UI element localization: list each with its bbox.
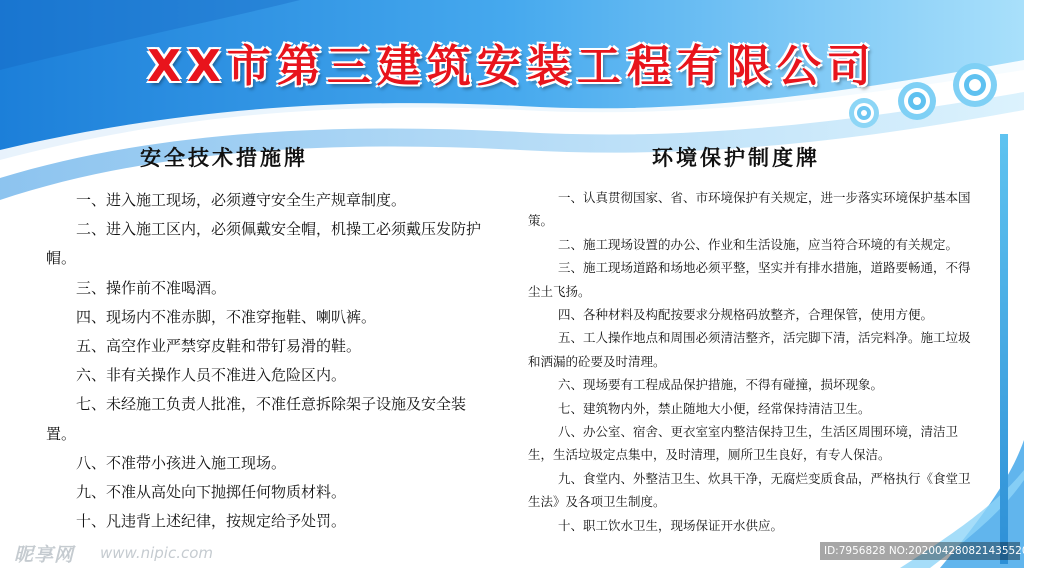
list-item: 十、凡违背上述纪律，按规定给予处罚。 [76, 512, 347, 531]
right-stripe [1000, 134, 1008, 564]
list-item: 七、建筑物内外，禁止随地大小便，经常保持清洁卫生。 [558, 400, 871, 416]
list-item: 九、食堂内、外整洁卫生、炊具干净，无腐烂变质食品，严格执行《食堂卫生法》及各项卫生制度。 [528, 470, 971, 510]
list-item: 一、认真贯彻国家、省、市环境保护有关规定，进一步落实环境保护基本国策。 [528, 190, 971, 229]
list-item: 九、不准从高处向下抛掷任何物质材料。 [76, 483, 347, 502]
list-item: 四、现场内不准赤脚，不准穿拖鞋、喇叭裤。 [76, 307, 377, 326]
list-item: 三、施工现场道路和场地必须平整，坚实并有排水措施，道路要畅通，不得尘土飞扬。 [528, 260, 971, 299]
list-item: 六、现场要有工程成品保护措施，不得有碰撞，损坏现象。 [558, 377, 884, 393]
safety-measures-title: 安全技术措施牌 [140, 146, 308, 170]
list-item: 五、高空作业严禁穿皮鞋和带钉易滑的鞋。 [76, 337, 362, 356]
watermark-id: ID:7956828 NO:20200428082143552000 [820, 542, 1020, 560]
list-item: 三、操作前不准喝酒。 [76, 278, 227, 297]
list-item: 十、职工饮水卫生，现场保证开水供应。 [558, 517, 784, 533]
list-item: 五、工人操作地点和周围必须清洁整齐，活完脚下清，活完料净。施工垃圾和洒漏的砼要及时清理。 [528, 330, 971, 369]
list-item: 一、进入施工现场，必须遵守安全生产规章制度。 [76, 191, 407, 209]
list-item: 四、各种材料及构配按要求分规格码放整齐，合理保管，使用方便。 [558, 307, 934, 323]
list-item: 八、办公室、宿舍、更衣室室内整洁保持卫生，生活区周围环境，清洁卫生，生活垃圾定点集中，及时清理，厕所卫生良好，有专人保洁。 [528, 424, 959, 463]
watermark-brand: 昵享网 [14, 544, 75, 566]
environment-protection-title: 环境保护制度牌 [652, 146, 820, 170]
list-item: 二、进入施工区内，必须佩戴安全帽，机操工必须戴压发防护帽。 [46, 220, 482, 268]
list-item: 六、非有关操作人员不准进入危险区内。 [76, 366, 347, 385]
list-item: 八、不准带小孩进入施工现场。 [76, 453, 287, 472]
environment-protection-list [528, 186, 976, 537]
safety-measures-list [46, 186, 494, 536]
watermark-url: www.nipic.com [100, 544, 214, 562]
list-item: 七、未经施工负责人批准，不准任意拆除架子设施及安全装置。 [46, 395, 467, 443]
list-item: 二、施工现场设置的办公、作业和生活设施，应当符合环境的有关规定。 [558, 236, 959, 252]
company-title: XX市第三建筑安装工程有限公司 [147, 41, 877, 92]
